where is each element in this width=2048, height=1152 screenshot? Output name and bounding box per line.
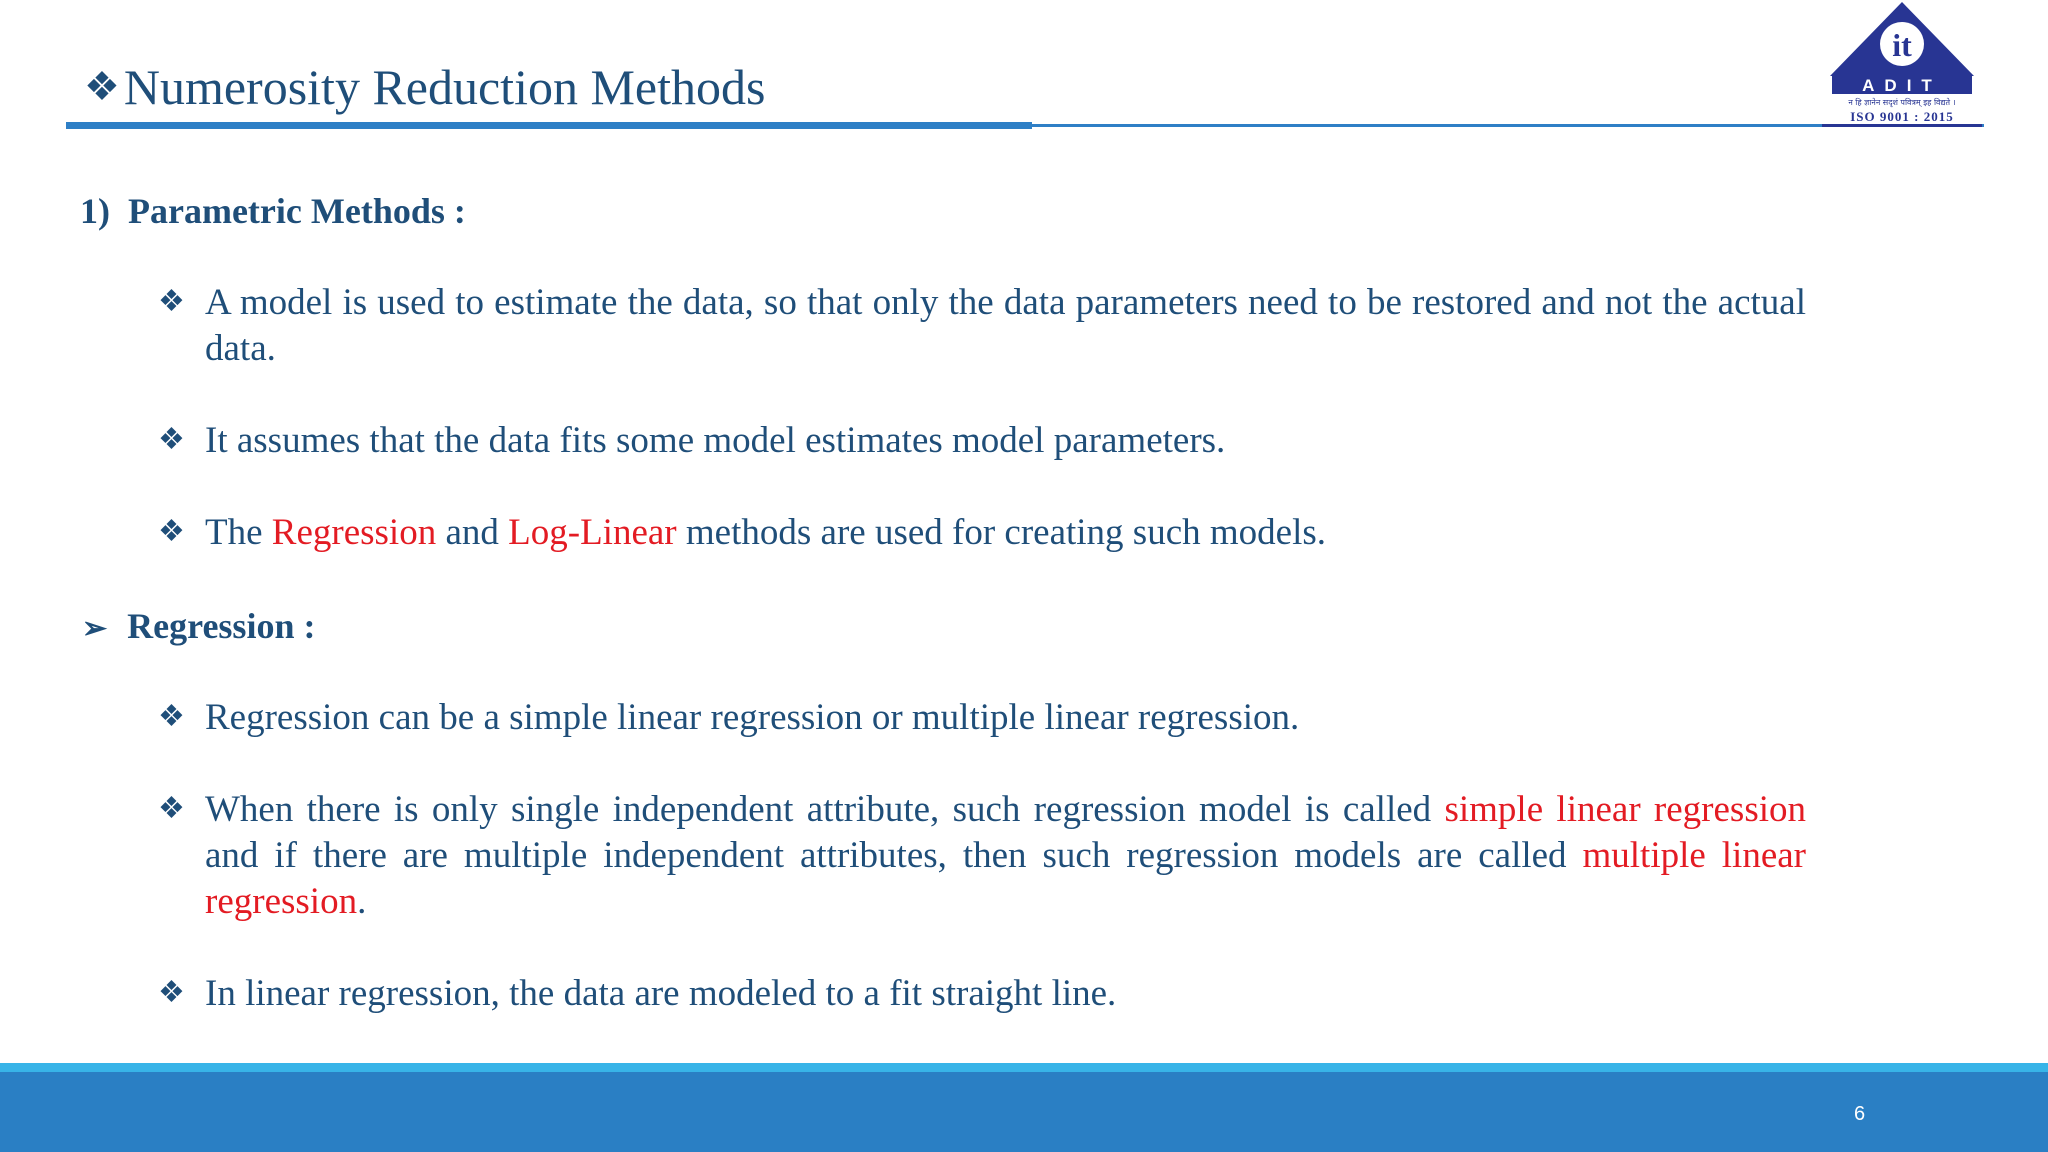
bullet-straight-line	[158, 971, 1806, 1017]
bullet-text: Regression can be a simple linear regression or multiple linear regression.	[205, 697, 1300, 738]
section-heading-text: Parametric Methods :	[128, 191, 466, 231]
section-heading-parametric	[80, 188, 466, 234]
highlight-log-linear: Log-Linear	[508, 512, 677, 553]
text-run: methods are used for creating such models.	[676, 512, 1327, 553]
highlight-simple-linear-regression: simple linear regression	[1444, 789, 1807, 830]
text-run: When there is only single independent attribute, such regression model is called	[205, 789, 1445, 830]
footer-bar	[0, 1072, 2048, 1152]
page-number: 6	[1854, 1103, 1866, 1125]
text-run: .	[357, 881, 367, 922]
bullet-model-assumption	[158, 418, 1806, 464]
bullet-text	[205, 787, 1806, 925]
logo-tagline-text: न हि ज्ञानेन सदृशं पवित्रम् इह विद्यते ।	[1848, 98, 1956, 107]
logo-name-text: ADIT	[1862, 76, 1942, 95]
title-bullet-icon: ❖	[84, 64, 120, 109]
highlight-multiple-linear-regression: multiple linear regression	[205, 835, 1806, 922]
highlight-regression: Regression	[271, 512, 437, 553]
text-run: and if there are multiple independent attributes, then such regression models are called	[205, 835, 1583, 876]
footer-accent-strip	[0, 1063, 2048, 1072]
section-number: 1)	[80, 191, 110, 231]
title-underline-thick	[66, 122, 1032, 129]
title-text: Numerosity Reduction Methods	[123, 59, 766, 115]
slide-title	[84, 52, 765, 126]
bullet-model-estimate	[158, 280, 1806, 372]
bullet-regression-types	[158, 695, 1806, 741]
diamond-bullet-icon: ❖	[158, 285, 185, 318]
bullet-text: It assumes that the data fits some model estimates model parameters.	[205, 420, 1226, 461]
logo-cert-text: ISO 9001 : 2015	[1850, 109, 1954, 124]
bullet-text: In linear regression, the data are modeled to a fit straight line.	[205, 973, 1117, 1014]
diamond-bullet-icon: ❖	[158, 515, 185, 548]
section-heading-regression	[82, 603, 315, 652]
section-heading-text: Regression :	[127, 606, 316, 646]
diamond-bullet-icon: ❖	[158, 423, 185, 456]
bullet-text: A model is used to estimate the data, so that only the data parameters need to be restored and not the actual data.	[205, 282, 1806, 369]
bullet-methods	[158, 510, 1806, 556]
diamond-bullet-icon: ❖	[158, 976, 185, 1009]
text-run: and	[436, 512, 509, 553]
adit-logo	[1818, 0, 1986, 130]
logo-mark-text: it	[1892, 27, 1912, 63]
diamond-bullet-icon: ❖	[158, 792, 185, 825]
bullet-text	[205, 510, 1806, 556]
text-run: The	[205, 512, 272, 553]
diamond-bullet-icon: ❖	[158, 700, 185, 733]
bullet-regression-definitions	[158, 787, 1806, 925]
arrow-bullet-icon: ➢	[82, 612, 108, 645]
